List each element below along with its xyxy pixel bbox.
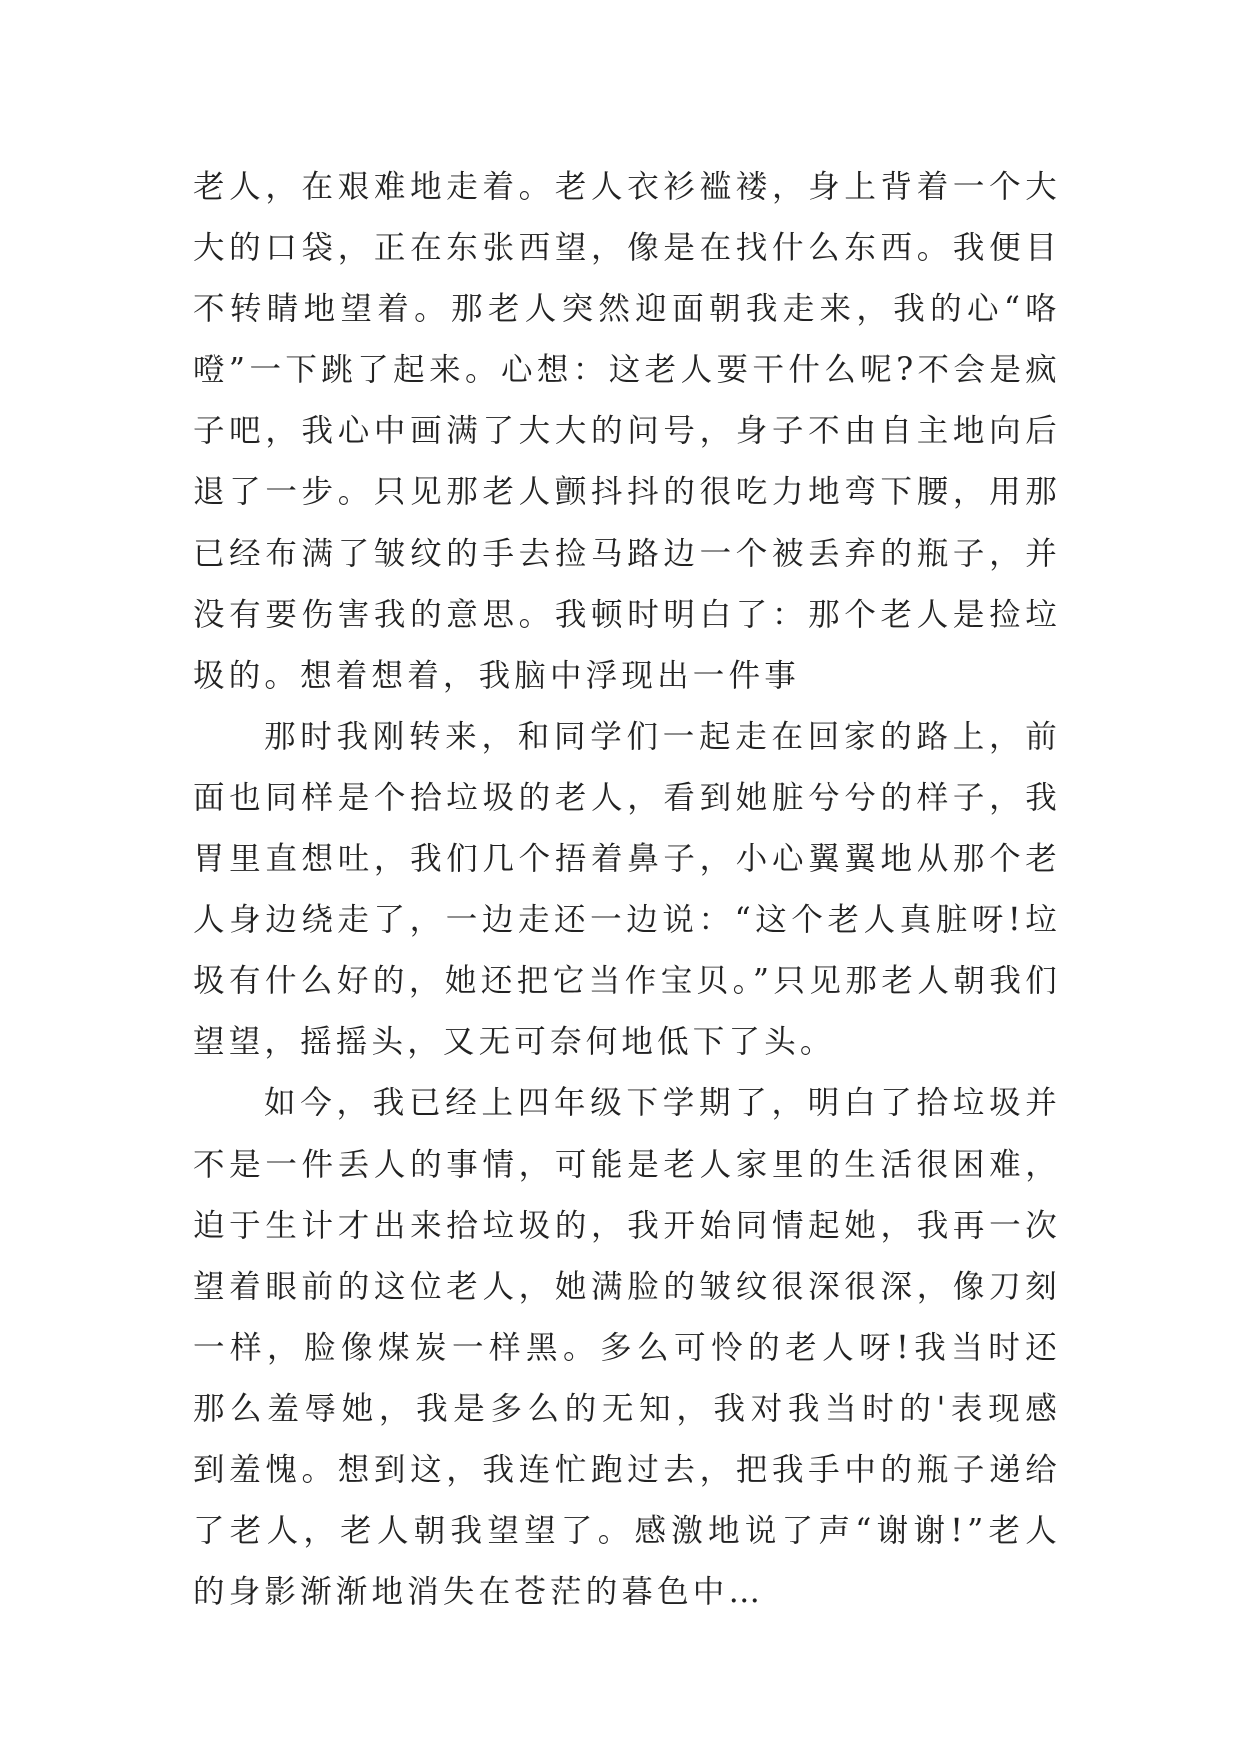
paragraph-continuation: 老人，在艰难地走着。老人衣衫褴褛，身上背着一个大大的口袋，正在东张西望，像是在找什么东西。我便目不转睛地望着。那老人突然迎面朝我走来，我的心“咯噔”一下跳了起来。心想：这老人要干什么呢?不会是疯子吧，我心中画满了大大的问号，身子不由自主地向后退了一步。只见那老人颤抖抖的很吃力地弯下腰，用那已经布满了皱纹的手去捡马路边一个被丢弃的瓶子，并没有要伤害我的意思。我顿时明白了：那个老人是捡垃圾的。想着想着，我脑中浮现出一件事 bbox=[193, 169, 1061, 694]
paragraph-memory: 那时我刚转来，和同学们一起走在回家的路上，前面也同样是个拾垃圾的老人，看到她脏兮兮的样子，我胃里直想吐，我们几个捂着鼻子，小心翼翼地从那个老人身边绕走了，一边走还一边说：“这个老人真脏呀!垃圾有什么好的，她还把它当作宝贝。”只见那老人朝我们望望，摇摇头，又无可奈何地低下了头。 bbox=[193, 718, 1061, 1061]
essay-body bbox=[193, 157, 1061, 1623]
paragraph-now: 如今，我已经上四年级下学期了，明白了拾垃圾并不是一件丢人的事情，可能是老人家里的生活很困难，迫于生计才出来拾垃圾的，我开始同情起她，我再一次望着眼前的这位老人，她满脸的皱纹很深很深，像刀刻一样，脸像煤炭一样黑。多么可怜的老人呀!我当时还那么羞辱她，我是多么的无知，我对我当时的'表现感到羞愧。想到这，我连忙跑过去，把我手中的瓶子递给了老人，老人朝我望望了。感激地说了声“谢谢!”老人的身影渐渐地消失在苍茫的暮色中… bbox=[193, 1085, 1061, 1611]
